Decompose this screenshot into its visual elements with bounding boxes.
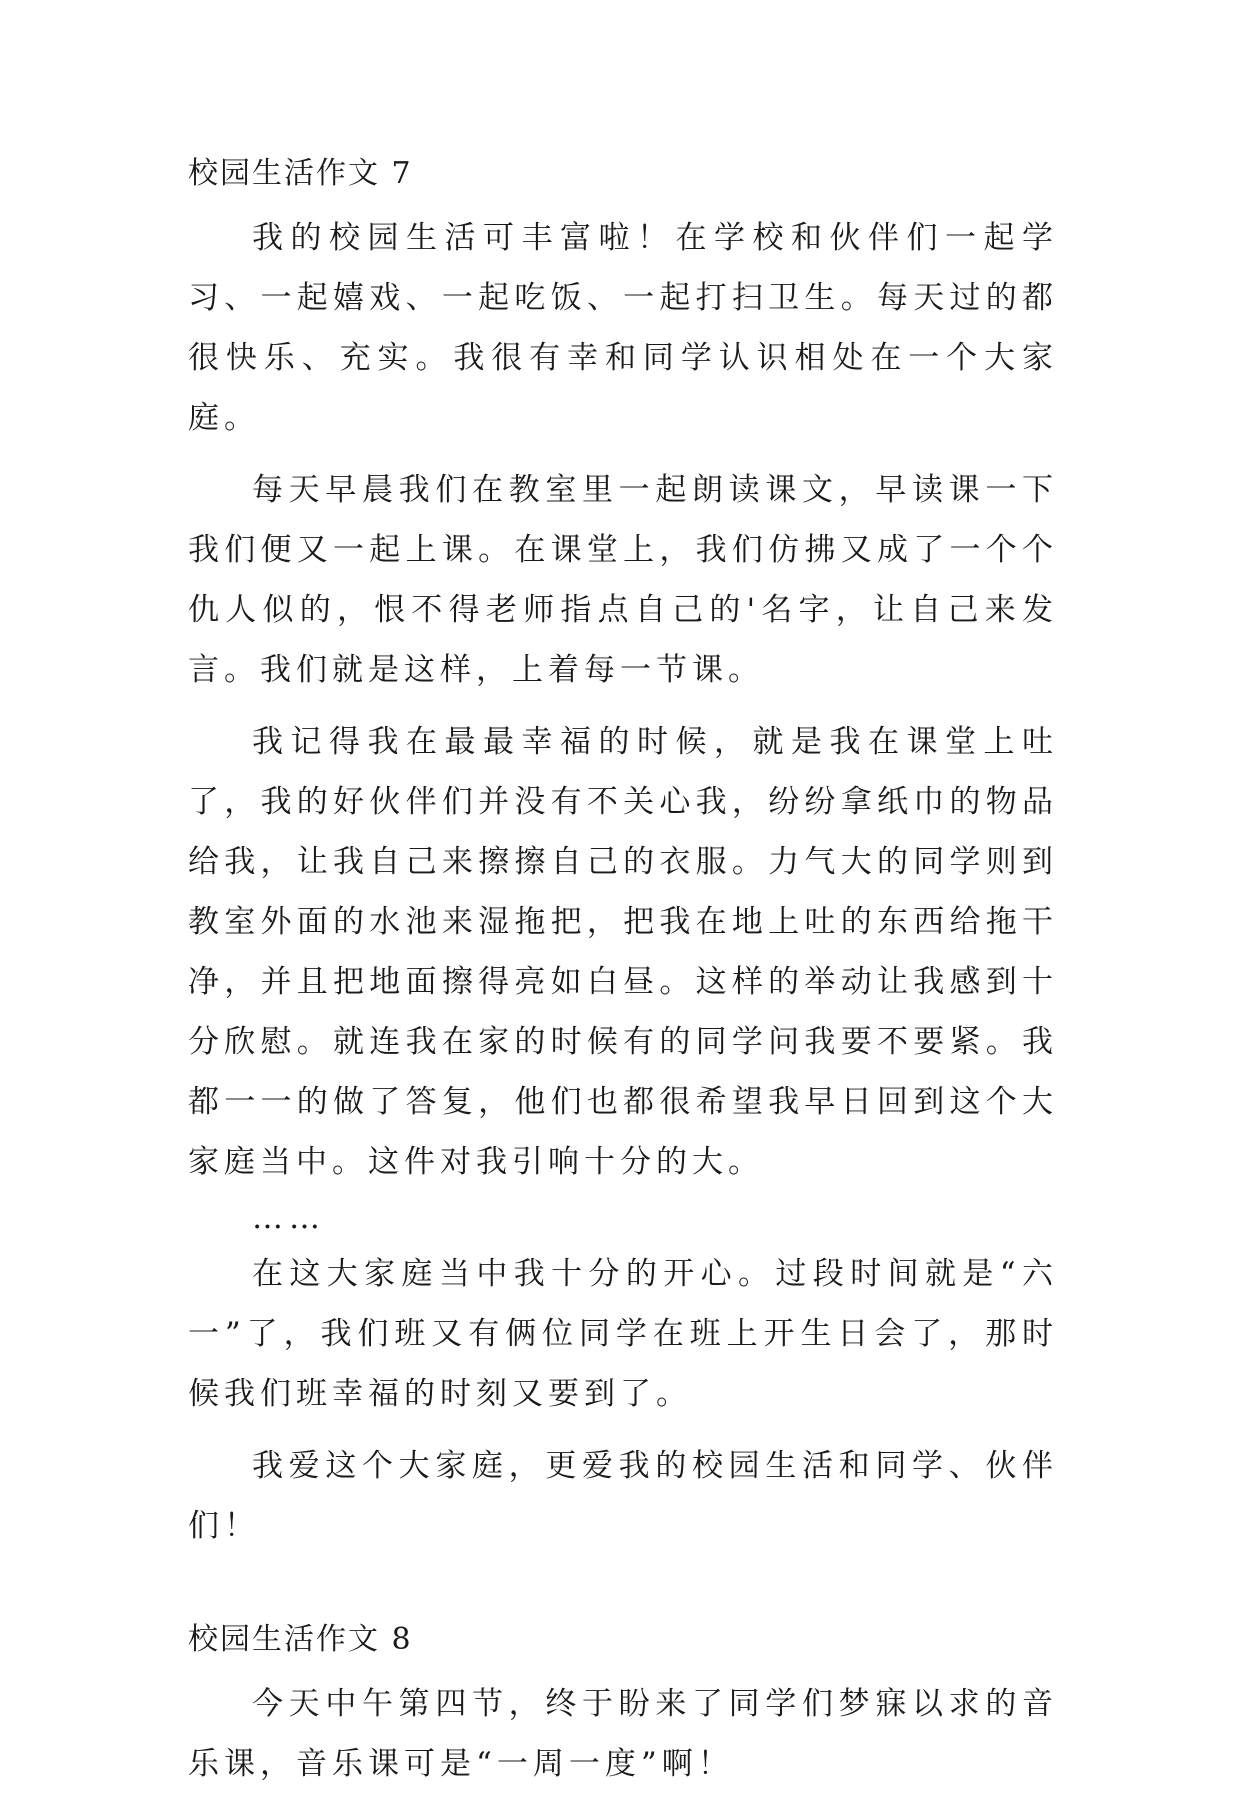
section-spacer <box>188 1556 1058 1620</box>
document-content <box>188 154 1058 1794</box>
essay-7-paragraph-1: 我的校园生活可丰富啦！在学校和伙伴们一起学习、一起嬉戏、一起吃饭、一起打扫卫生。每天过的都很快乐、充实。我很有幸和同学认识相处在一个大家庭。 <box>188 220 1058 436</box>
essay-7-title: 校园生活作文 7 <box>188 156 413 191</box>
essay-7-paragraph-4: 在这大家庭当中我十分的开心。过段时间就是“六一”了，我们班又有俩位同学在班上开生日会了，那时候我们班幸福的时刻又要到了。 <box>188 1256 1058 1412</box>
essay-8-title: 校园生活作文 8 <box>188 1622 413 1657</box>
essay-7-ellipsis: …… <box>252 1200 326 1236</box>
essay-7-paragraph-2: 每天早晨我们在教室里一起朗读课文，早读课一下我们便又一起上课。在课堂上，我们仿拂又成了一个个仇人似的，恨不得老师指点自己的'名字，让自己来发言。我们就是这样，上着每一节课。 <box>188 472 1058 688</box>
essay-8-paragraph-1: 今天中午第四节，终于盼来了同学们梦寐以求的音乐课，音乐课可是“一周一度”啊！ <box>188 1686 1058 1782</box>
essay-7-paragraph-5: 我爱这个大家庭，更爱我的校园生活和同学、伙伴们！ <box>188 1448 1058 1544</box>
essay-7-paragraph-3: 我记得我在最最幸福的时候，就是我在课堂上吐了，我的好伙伴们并没有不关心我，纷纷拿纸巾的物品给我，让我自己来擦擦自己的衣服。力气大的同学则到教室外面的水池来湿拖把，把我在地上吐的东西给拖干净，并且把地面擦得亮如白昼。这样的举动让我感到十分欣慰。就连我在家的时候有的同学问我要不要紧。我都一一的做了答复，他们也都很希望我早日回到这个大家庭当中。这件对我引响十分的大。 <box>188 724 1058 1180</box>
